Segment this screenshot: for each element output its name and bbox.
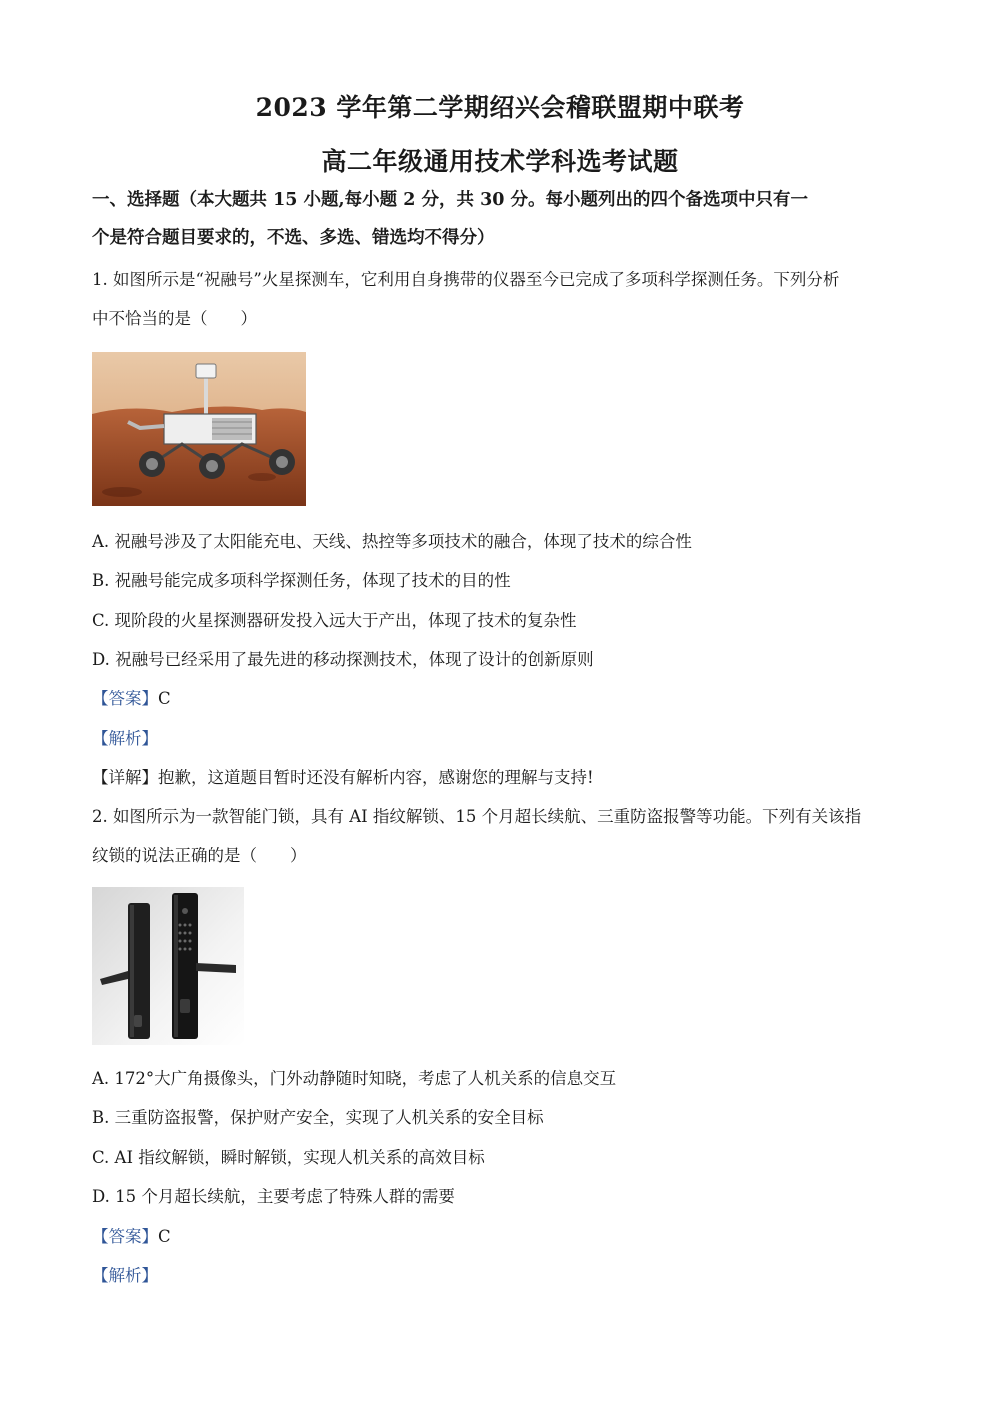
- q2-answer-value: C: [158, 1227, 171, 1246]
- smart-lock-image: [92, 887, 244, 1045]
- q1-option-c: C. 现阶段的火星探测器研发投入远大于产出，体现了技术的复杂性: [92, 611, 577, 630]
- q2-analysis-tag: 【解析】: [92, 1266, 158, 1285]
- mars-rover-image: [92, 352, 306, 506]
- q2-option-a: A. 172°大广角摄像头，门外动静随时知晓，考虑了人机关系的信息交互: [92, 1069, 617, 1088]
- exam-title: 2023 学年第二学期绍兴会稽联盟期中联考: [255, 93, 745, 122]
- section-heading-line1: 一、选择题（本大题共 15 小题,每小题 2 分，共 30 分。每小题列出的四个备选项中只有一: [92, 190, 809, 210]
- section-heading: [92, 181, 922, 257]
- q1-stem-line2: 中不恰当的是（ ）: [92, 309, 257, 328]
- q2-option-c: C. AI 指纹解锁，瞬时解锁，实现人机关系的高效目标: [92, 1148, 485, 1167]
- q1-option-d: D. 祝融号已经采用了最先进的移动探测技术，体现了设计的创新原则: [92, 650, 594, 669]
- exam-subtitle: 高二年级通用技术学科选考试题: [321, 147, 679, 176]
- q2-answer: [92, 1226, 171, 1248]
- section-heading-line2: 个是符合题目要求的，不选、多选、错选均不得分）: [92, 228, 495, 248]
- q2-stem-line1: 2. 如图所示为一款智能门锁，具有 AI 指纹解锁、15 个月超长续航、三重防盗报警等功能。下列有关该指: [92, 807, 862, 826]
- q1-option-a: A. 祝融号涉及了太阳能充电、天线、热控等多项技术的融合，体现了技术的综合性: [92, 532, 692, 551]
- q1-answer-tag: 【答案】: [92, 689, 158, 708]
- q1-stem-line1: 1. 如图所示是“祝融号”火星探测车，它利用自身携带的仪器至今已完成了多项科学探测任务。下列分析: [92, 270, 840, 289]
- q2-option-d: D. 15 个月超长续航，主要考虑了特殊人群的需要: [92, 1187, 455, 1206]
- q1-detail: 【详解】抱歉，这道题目暂时还没有解析内容，感谢您的理解与支持!: [92, 768, 594, 787]
- q2-option-b: B. 三重防盗报警，保护财产安全，实现了人机关系的安全目标: [92, 1108, 544, 1127]
- q1-analysis-tag: 【解析】: [92, 729, 158, 748]
- q2-stem-line2: 纹锁的说法正确的是（ ）: [92, 846, 307, 865]
- q2-answer-tag: 【答案】: [92, 1227, 158, 1246]
- q1-answer-value: C: [158, 689, 171, 708]
- q1-answer: [92, 688, 171, 710]
- q1-option-b: B. 祝融号能完成多项科学探测任务，体现了技术的目的性: [92, 571, 511, 590]
